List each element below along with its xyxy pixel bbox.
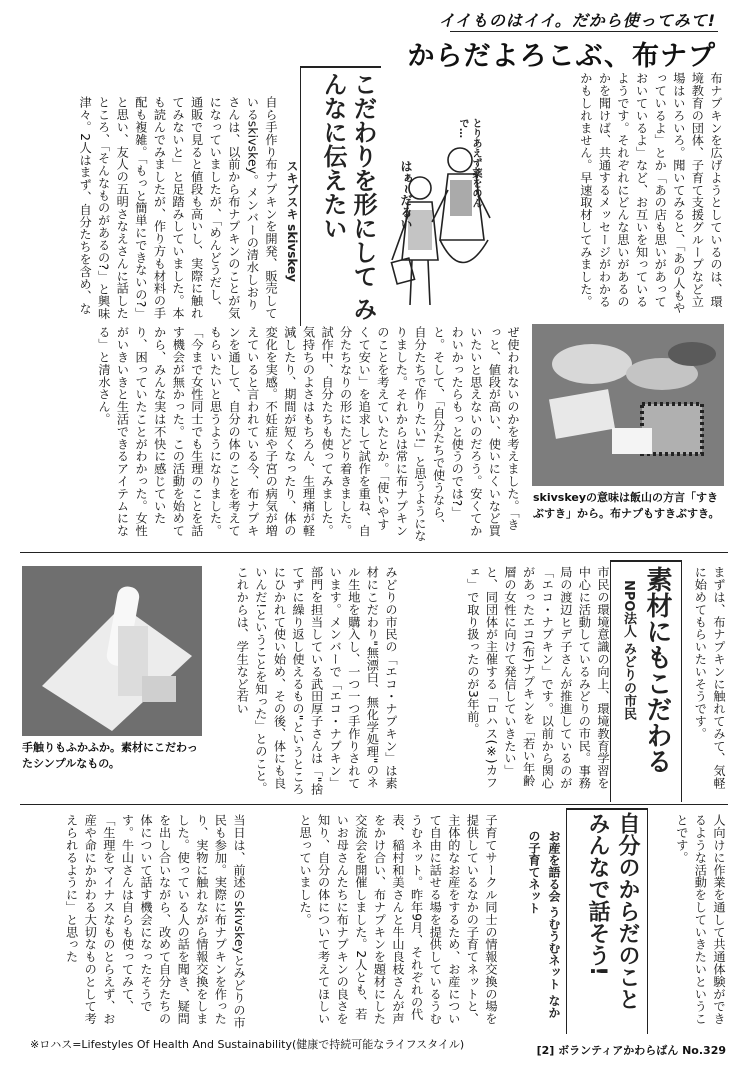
intro-text: 布ナプキンを広げようとしているのは、環境教育の団体、子育て支援グループなど立場はいろいろ。聞いてみると、「あの人もやっているよ」とか「あの店も思いがあっておいているよ」など、お互いを知っているようです。それぞれにどんな思いがあるのかを聞けば、共通するメッセージがわかるかもしれません。早速取材してみました。 — [578, 72, 723, 314]
midori-text-3: みどりの市民の「エコ・ナプキン」は素材にこだわり"無漂白、無化学処理"のネル生地を購入し、一つ一つ手作りされています。メンバーで「エコ・ナプキン」部門を担当している武田厚子さんは「"捨てずに繰り返し使えるもの"というところにひかれて使い始め、その後、体にも良いんだ!ということを知った」とのこと。これからは、学生など若い — [235, 566, 398, 796]
umu-text-2: 子育てサークル同士の情報交換の場を提供しているなかの子育てネットと、主体的なお産をするため、お産について自由に話せる場を提供しているうむうむネット。昨年9月、それぞれの代表、稲村和美さんと牛山良枝さんが声をかけ合い、布ナプキンを題材にした交流会を開催しました。2人とも、若いお母さんたちに布ナプキンの良さを知り、自分の体について考えてほしいと思っていました。 — [298, 814, 498, 1025]
skiv-text-1: 自ら手作り布ナプキンを開発、販売しているskivskey。メンバーの清水しおりさんは、以前から布ナプキンのことが気になっていましたが、「めんどうだし、通販で見ると値段も高いし、実際に触れてみないと」と足踏みしていました。本も読んでみましたが、作り方も材料の手配も複雑。「もっと簡単にできないの?」と思い、友人の五明さなえさんに話したところ、「そんなものがあるの?」と興味津々。2人はまず、自分たちを含め、な — [78, 96, 278, 320]
section3-heading: 自分のからだのこと みんなで話そう! — [585, 812, 640, 1010]
napkins-image — [532, 324, 724, 486]
lower-divider — [20, 804, 728, 805]
tagline-underline — [450, 31, 718, 32]
product-photo-2 — [22, 566, 202, 736]
midori-text-2: 市民の環境意識の向上、環境教育学習を中心に活動しているみどりの市民。事務局の渡辺ヒデ子さんが推進しているのが「エコ・ナプキン」です。以前から関心があったエコ(布)ナプキンを「若い年齢層の女性に向けて発信していきたい」と、同団体が主催する「ロハス(※)カフェ」で取り扱ったのが3年前。 — [465, 566, 610, 790]
section2-heading-frame — [610, 560, 682, 802]
footnote: ※ロハス=Lifestyles Of Health And Sustainability(健康で持続可能なライフスタイル) — [30, 1038, 465, 1051]
page-title: からだよろこぶ、布ナプ — [407, 41, 716, 72]
photo1-caption: skivskeyの意味は飯山の方言「すきぶすき」から。布ナプもすきぶすき。 — [533, 491, 720, 520]
napkin-roll-image — [22, 566, 202, 736]
section1-heading: こだわりを形にして みんなに伝えたい — [319, 72, 377, 321]
section2-heading: 素材にもこだわる — [642, 566, 672, 774]
section3-heading-frame — [566, 808, 648, 1034]
section3-subheading: お産を語る会 うむうむネット なかの子育てネット — [527, 830, 561, 1019]
umu-text-1: 人向けに作業を通して共通体験ができるような活動をしていきたいということです。 — [674, 814, 726, 1025]
midori-text-1: まずは、布ナプキンに触れてみて、気軽に始めてもらいたいそうです。 — [693, 566, 726, 790]
speech-bubble-left: はぁ~だるい — [399, 160, 413, 231]
header-tagline: イイものはイイ。だから使ってみて! — [438, 11, 716, 30]
skiv-text-2: ぜ使われないのかを考えました。「きっと、値段が高い、使いにくいなど買いたいと思えないのだろう。安くてかわいかったらもっと使うのでは?」と。そして、「自分たちで使うなら、自分たちで作りたい!」と思うようになりました。それからは常に布ナプキンのことを考えていたとか。「使いやすくて安い」を追求して試作を重ね、自分たちなりの形にたどり着きました。試作中、自分たちも使ってみました。気持ちのよさはもちろん、生理痛が軽減したり、期間が短くなったり、体の変化を実感。不妊症や子宮の病気が増えていると言われている今、布ナプキンを通して、自分の体のことを考えてもらいたいと思うようになりました。「今まで女性同士でも生理のことを話す機会が無かった。この活動を始めてから、みんな実は不快に感じていたり、困っていたことがわかった。女性がいきいきと生活できるアイテムになる」と清水さん。 — [96, 326, 520, 542]
middle-divider — [20, 552, 728, 553]
product-photo-1 — [532, 324, 724, 486]
photo2-caption: 手触りもふかふか。素材にこだわったシンプルなもの。 — [22, 741, 198, 770]
page-footer: [2] ボランティアかわらばん No.329 — [536, 1044, 726, 1057]
umu-text-3: 当日は、前述のskivskeyとみどりの市民も参加。実際に布ナプキンを作ったり、実物に触れながら情報交換をしました。使っている人の話を聞き、疑問を出し合いながら、改めて自分たちの体について話す機会になったそうです。牛山さんは自らも使ってみて、「生理をマイナスなものとらえず、お産や命にかかわる大切なものとして考えられるように」と思った — [64, 814, 246, 1029]
speech-bubble-right: とりあえず薬をのんで… — [457, 118, 481, 208]
section1-heading-frame — [300, 66, 381, 326]
section1-subheading: スキブスキ skivskey — [285, 160, 299, 282]
section2-subheading: NPO法人 みどりの市民 — [621, 580, 636, 720]
